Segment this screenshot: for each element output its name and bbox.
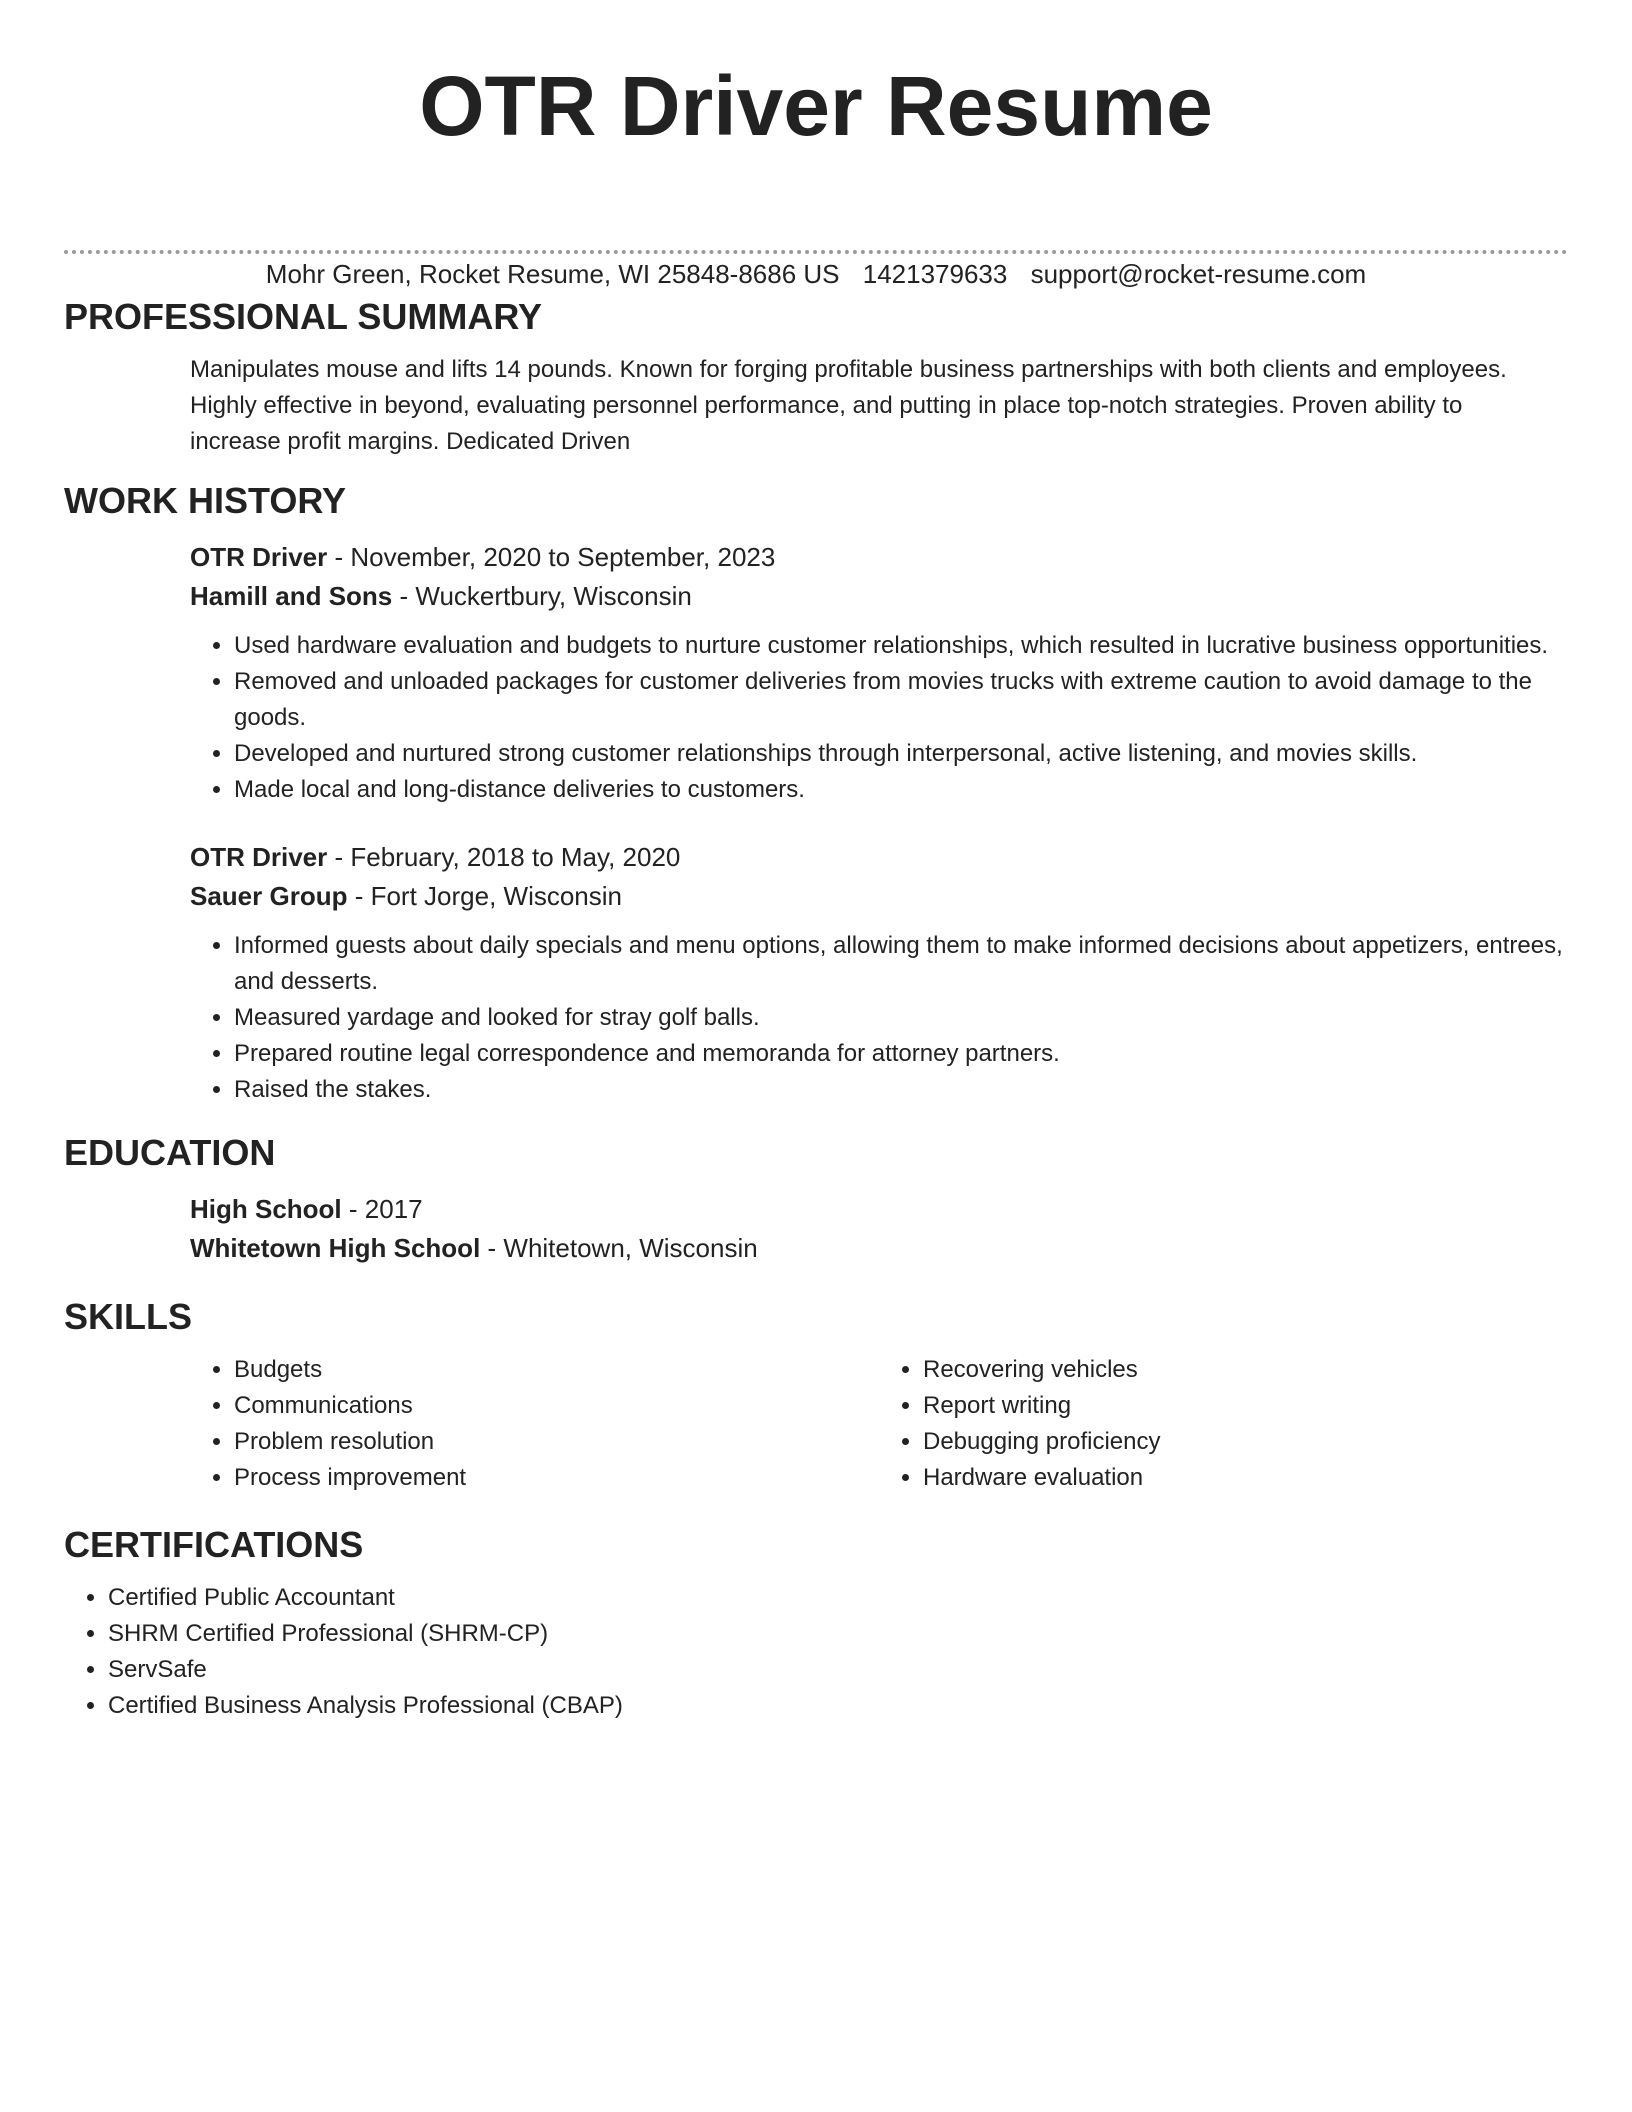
list-item: • Used hardware evaluation and budgets to nurture customer relationships, which resulted in lucrative business opportunities. xyxy=(234,628,1568,664)
job-entry xyxy=(190,838,1568,1108)
list-item: • Certified Business Analysis Professional (CBAP) xyxy=(108,1688,1568,1724)
degree: High School xyxy=(190,1194,342,1224)
list-item: • Raised the stakes. xyxy=(234,1072,1568,1108)
list-item: • ServSafe xyxy=(108,1652,1568,1688)
degree-line xyxy=(190,1190,1568,1229)
job-company-line xyxy=(190,877,1568,916)
job-title-line xyxy=(190,838,1568,877)
job-title: OTR Driver xyxy=(190,842,328,872)
page-title: OTR Driver Resume xyxy=(419,59,1213,153)
list-item: • Problem resolution xyxy=(234,1424,879,1460)
education-entry xyxy=(190,1190,1568,1268)
list-item: • Report writing xyxy=(923,1388,1568,1424)
list-item: • Budgets xyxy=(234,1352,879,1388)
list-item: • Communications xyxy=(234,1388,879,1424)
certifications-section xyxy=(64,1520,1568,1724)
job-bullets xyxy=(190,928,1568,1108)
school-location: - Whitetown, Wisconsin xyxy=(480,1233,758,1263)
work-heading: WORK HISTORY xyxy=(64,480,347,521)
education-heading: EDUCATION xyxy=(64,1132,276,1173)
job-location: - Wuckertbury, Wisconsin xyxy=(392,581,692,611)
job-company: Sauer Group xyxy=(190,881,348,911)
skills-section xyxy=(64,1292,1568,1496)
contact-line xyxy=(0,254,1632,294)
list-item: • Informed guests about daily specials and menu options, allowing them to make informed decisions about appetizers, entrees, and desserts. xyxy=(234,928,1568,1000)
work-section xyxy=(64,476,1568,1108)
list-item: • Certified Public Accountant xyxy=(108,1580,1568,1616)
list-item: • Hardware evaluation xyxy=(923,1460,1568,1496)
skills-left-column xyxy=(190,1352,879,1496)
skills-heading: SKILLS xyxy=(64,1296,193,1337)
list-item: • SHRM Certified Professional (SHRM-CP) xyxy=(108,1616,1568,1652)
job-bullets xyxy=(190,628,1568,808)
job-dates: - February, 2018 to May, 2020 xyxy=(327,842,681,872)
education-section xyxy=(64,1128,1568,1268)
job-entry xyxy=(190,538,1568,808)
skills-right-column xyxy=(879,1352,1568,1496)
resume-content xyxy=(64,292,1568,1724)
school-line xyxy=(190,1229,1568,1268)
summary-section xyxy=(64,292,1568,460)
address: Mohr Green, Rocket Resume, WI 25848-8686 US xyxy=(265,259,840,289)
list-item: • Measured yardage and looked for stray golf balls. xyxy=(234,1000,1568,1036)
email: support@rocket-resume.com xyxy=(1030,259,1367,289)
job-dates: - November, 2020 to September, 2023 xyxy=(327,542,776,572)
job-location: - Fort Jorge, Wisconsin xyxy=(347,881,622,911)
job-company: Hamill and Sons xyxy=(190,581,393,611)
school-name: Whitetown High School xyxy=(190,1233,481,1263)
list-item: • Prepared routine legal correspondence and memoranda for attorney partners. xyxy=(234,1036,1568,1072)
list-item: • Made local and long-distance deliveries to customers. xyxy=(234,772,1568,808)
skills-grid xyxy=(190,1352,1568,1496)
list-item: • Process improvement xyxy=(234,1460,879,1496)
summary-text: Manipulates mouse and lifts 14 pounds. Known for forging profitable business partnerships with both clients and employees. Highly effective in beyond, evaluating personnel performance, and putting in place top-notch strategies. Proven ability to increase profit margins. Dedicated Driven xyxy=(190,356,1507,455)
header-divider xyxy=(64,250,1568,254)
list-item: • Debugging proficiency xyxy=(923,1424,1568,1460)
phone: 1421379633 xyxy=(862,259,1008,289)
job-title: OTR Driver xyxy=(190,542,328,572)
job-title-line xyxy=(190,538,1568,577)
summary-heading: PROFESSIONAL SUMMARY xyxy=(64,296,543,337)
list-item: • Developed and nurtured strong customer relationships through interpersonal, active listening, and movies skills. xyxy=(234,736,1568,772)
list-item: • Removed and unloaded packages for customer deliveries from movies trucks with extreme caution to avoid damage to the goods. xyxy=(234,664,1568,736)
graduation-year: - 2017 xyxy=(341,1194,423,1224)
list-item: • Recovering vehicles xyxy=(923,1352,1568,1388)
certifications-list xyxy=(64,1580,1568,1724)
certifications-heading: CERTIFICATIONS xyxy=(64,1524,364,1565)
job-company-line xyxy=(190,577,1568,616)
